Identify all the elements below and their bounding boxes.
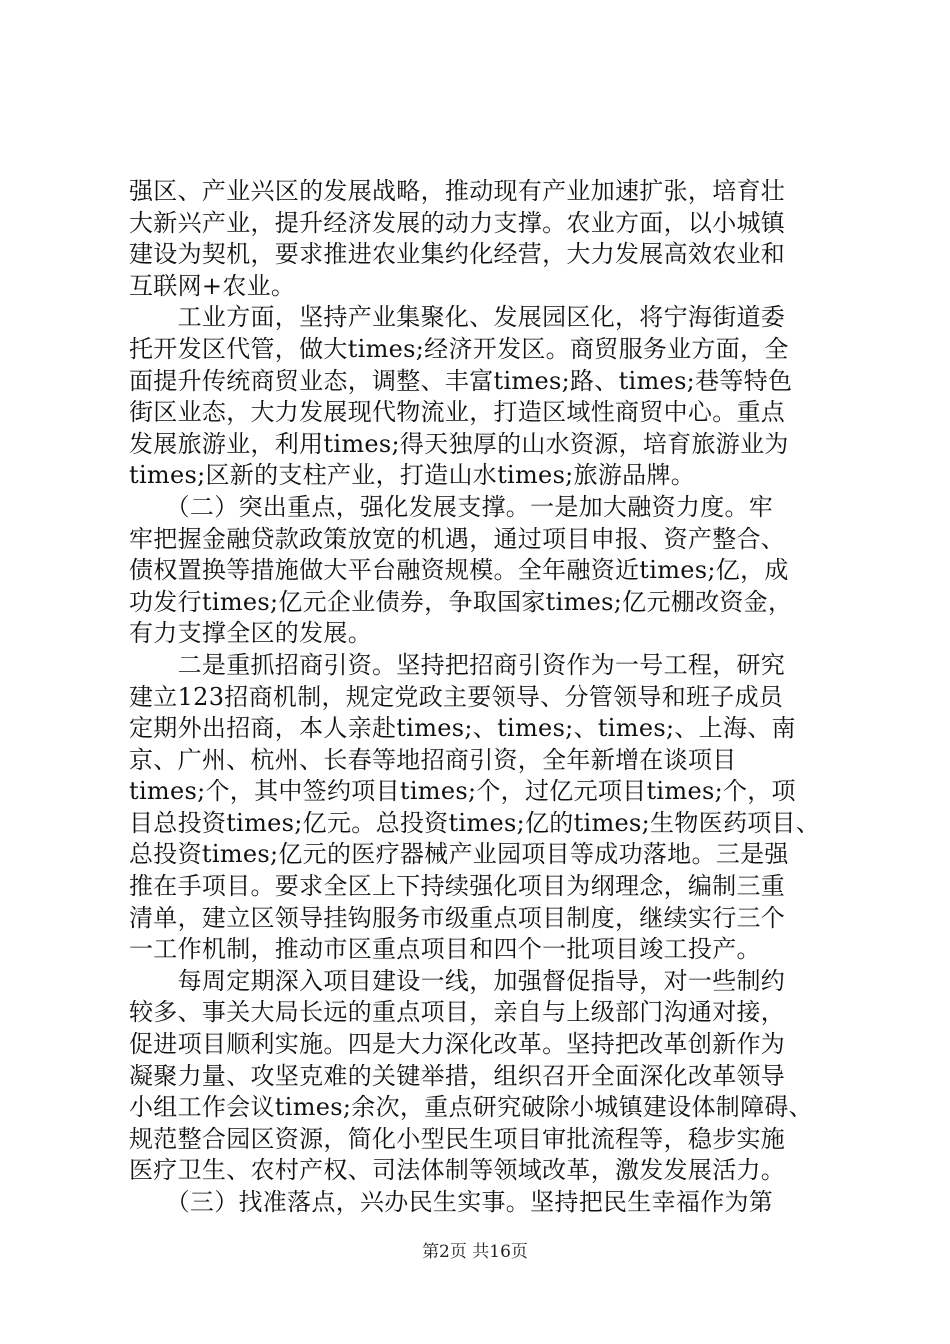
- text-line: 二是重抓招商引资。坚持把招商引资作为一号工程，研究: [129, 650, 786, 679]
- text-line: 街区业态，大力发展现代物流业，打造区域性商贸中心。重点: [129, 398, 786, 427]
- text-line: 促进项目顺利实施。四是大力深化改革。坚持把改革创新作为: [129, 1030, 786, 1059]
- text-line: 托开发区代管，做大times;经济开发区。商贸服务业方面，全: [129, 334, 789, 363]
- text-line: 建设为契机，要求推进农业集约化经营，大力发展高效农业和: [129, 240, 786, 269]
- text-line: 有力支撑全区的发展。: [129, 619, 372, 648]
- text-line: times;区新的支柱产业，打造山水times;旅游品牌。: [129, 461, 696, 490]
- text-line: times;个，其中签约项目times;个，过亿元项目times;个，项: [129, 777, 796, 806]
- text-line: 小组工作会议times;余次，重点研究破除小城镇建设体制障碍、: [129, 1093, 813, 1122]
- text-line: 目总投资times;亿元。总投资times;亿的times;生物医药项目、: [129, 808, 821, 837]
- text-line: 一工作机制，推动市区重点项目和四个一批项目竣工投产。: [129, 935, 761, 964]
- text-line: 清单，建立区领导挂钩服务市级重点项目制度，继续实行三个: [129, 903, 786, 932]
- text-line: 牢把握金融贷款政策放宽的机遇，通过项目申报、资产整合、: [129, 524, 786, 553]
- document-body: [129, 176, 829, 1219]
- text-line: 医疗卫生、农村产权、司法体制等领域改革，激发发展活力。: [129, 1156, 786, 1185]
- text-line: 强区、产业兴区的发展战略，推动现有产业加速扩张，培育壮: [129, 177, 786, 205]
- text-line: 总投资times;亿元的医疗器械产业园项目等成功落地。三是强: [129, 840, 789, 869]
- text-line: 发展旅游业，利用times;得天独厚的山水资源，培育旅游业为: [129, 429, 789, 458]
- page-number-footer: 第2页 共16页: [422, 1242, 528, 1262]
- text-line: （二）突出重点，强化发展支撑。一是加大融资力度。牢: [129, 492, 774, 521]
- text-line: （三）找准落点，兴办民生实事。坚持把民生幸福作为第: [129, 1188, 774, 1216]
- text-line: 互联网+农业。: [129, 271, 296, 300]
- text-line: 凝聚力量、攻坚克难的关键举措，组织召开全面深化改革领导: [129, 1061, 786, 1090]
- text-line: 定期外出招商，本人亲赴times;、times;、times;、上海、南: [129, 714, 796, 743]
- text-line: 较多、事关大局长远的重点项目，亲自与上级部门沟通对接，: [129, 998, 786, 1027]
- text-line: 功发行times;亿元企业债券，争取国家times;亿元棚改资金，: [129, 587, 793, 616]
- text-line: 大新兴产业，提升经济发展的动力支撑。农业方面，以小城镇: [129, 208, 786, 237]
- text-line: 工业方面，坚持产业集聚化、发展园区化，将宁海街道委: [129, 303, 786, 332]
- text-line: 推在手项目。要求全区上下持续强化项目为纲理念，编制三重: [129, 872, 786, 901]
- text-line: 债权置换等措施做大平台融资规模。全年融资近times;亿，成: [129, 556, 789, 585]
- text-line: 建立123招商机制，规定党政主要领导、分管领导和班子成员: [129, 682, 784, 711]
- text-line: 面提升传统商贸业态，调整、丰富times;路、times;巷等特色: [129, 366, 793, 395]
- text-line: 每周定期深入项目建设一线，加强督促指导，对一些制约: [129, 966, 786, 995]
- text-line: 规范整合园区资源，简化小型民生项目审批流程等，稳步实施: [129, 1124, 786, 1153]
- text-line: 京、广州、杭州、长春等地招商引资，全年新增在谈项目: [129, 745, 737, 774]
